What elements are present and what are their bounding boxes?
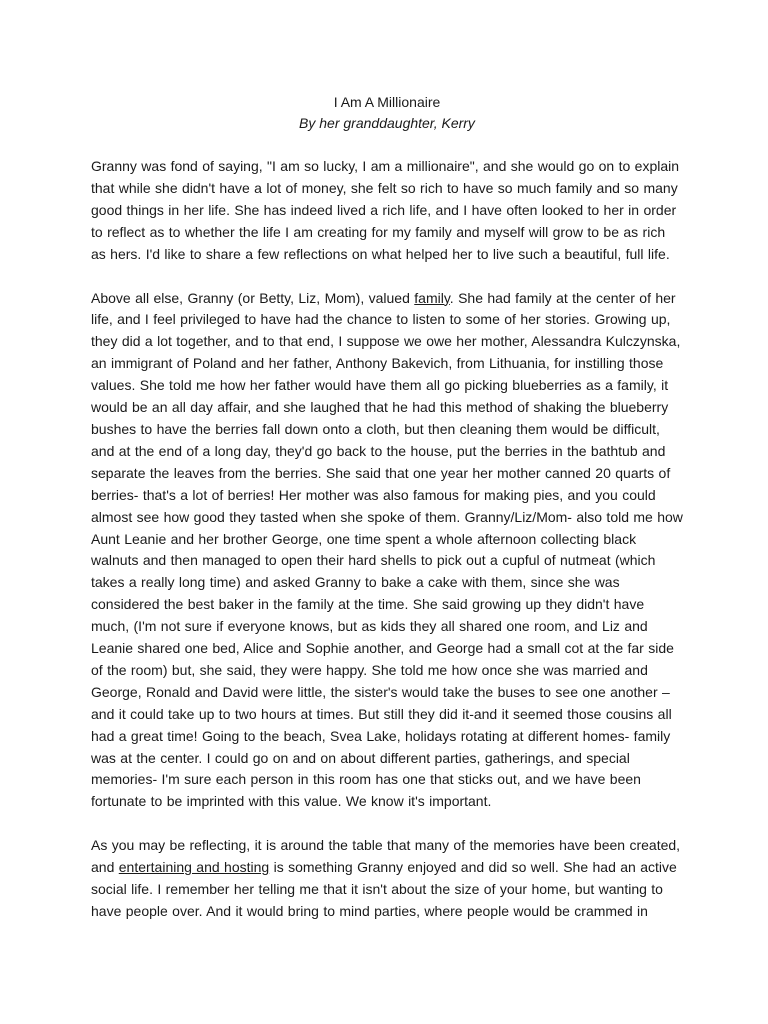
paragraph-2-after: . She had family at the center of her life, and I feel privileged to have had the chance to listen to some of her stories. Growing up, they did a lot together, and to that end, I suppose we owe her mother, Alessandra Kulczynska, an immigrant of Poland and her father, Anthony Bakevich, from Lithuania, for instilling those values. She told me how her father would have them all go picking blueberries as a family, it would be an all day affair, and she laughed that he had this method of shaking the blueberry bushes to have the berries fall down onto a cloth, but then cleaning them would be difficult, and at the end of a long day, they'd go back to the house, put the berries in the bathtub and separate the leaves from the berries. She said that one year her mother canned 20 quarts of berries- that's a lot of berries! Her mother was also famous for making pies, and you could almost see how good they tasted when she spoke of them. Granny/Liz/Mom- also told me how Aunt Leanie and her brother George, one time spent a whole afternoon collecting black walnuts and then managed to open their hard shells to pick out a cupful of nutmeat (which takes a really long time) and asked Granny to bake a cake with them, since she was considered the best baker in the family at the time. She said growing up they didn't have much, (I'm not sure if everyone knows, but as kids they all shared one room, and Liz and Leanie shared one bed, Alice and Sophie another, and George had a small cot at the far side of the room) but, she said, they were happy. She told me how once she was married and George, Ronald and David were little, the sister's would take the buses to see one another – and it could take up to two hours at times. But still they did it-and it seemed those cousins all had a great time! Going to the beach, Svea Lake, holidays rotating at different homes- family was at the center. I could go on and on about different parties, gatherings, and special memories- I'm sure each person in this room has one that sticks out, and we have been fortunate to be imprinted with this value. We know it's important. — [91, 289, 683, 810]
document-page — [91, 92, 683, 945]
paragraph-3 — [91, 835, 683, 923]
underlined-entertaining-and-hosting: entertaining and hosting — [118, 859, 270, 876]
paragraph-2 — [91, 288, 683, 814]
document-byline: By her granddaughter, Kerry — [299, 115, 475, 131]
document-title: I Am A Millionaire — [333, 94, 441, 110]
paragraph-2-before: Above all else, Granny (or Betty, Liz, Mom), valued — [91, 289, 415, 306]
paragraph-1-text: Granny was fond of saying, "I am so lucky, I am a millionaire", and she would go on to explain that while she didn't have a lot of money, she felt so rich to have so much family and so many good things in her life. She has indeed lived a rich life, and I have often looked to her in order to reflect as to whether the life I am creating for my family and myself will grow to be as rich as hers. I'd like to share a few reflections on what helped her to live such a beautiful, full life. — [91, 158, 680, 262]
paragraph-1 — [91, 156, 683, 266]
underlined-family: family — [414, 289, 450, 306]
paragraph-3-after: is something Granny enjoyed and did so well. She had an active social life. I remember her telling me that it isn't about the size of your home, but wanting to have people over. And it would bring to mind parties, where people would be crammed in — [91, 859, 677, 919]
paragraph-3-before: As you may be reflecting, it is around the table that many of the memories have been created, and — [91, 837, 681, 876]
